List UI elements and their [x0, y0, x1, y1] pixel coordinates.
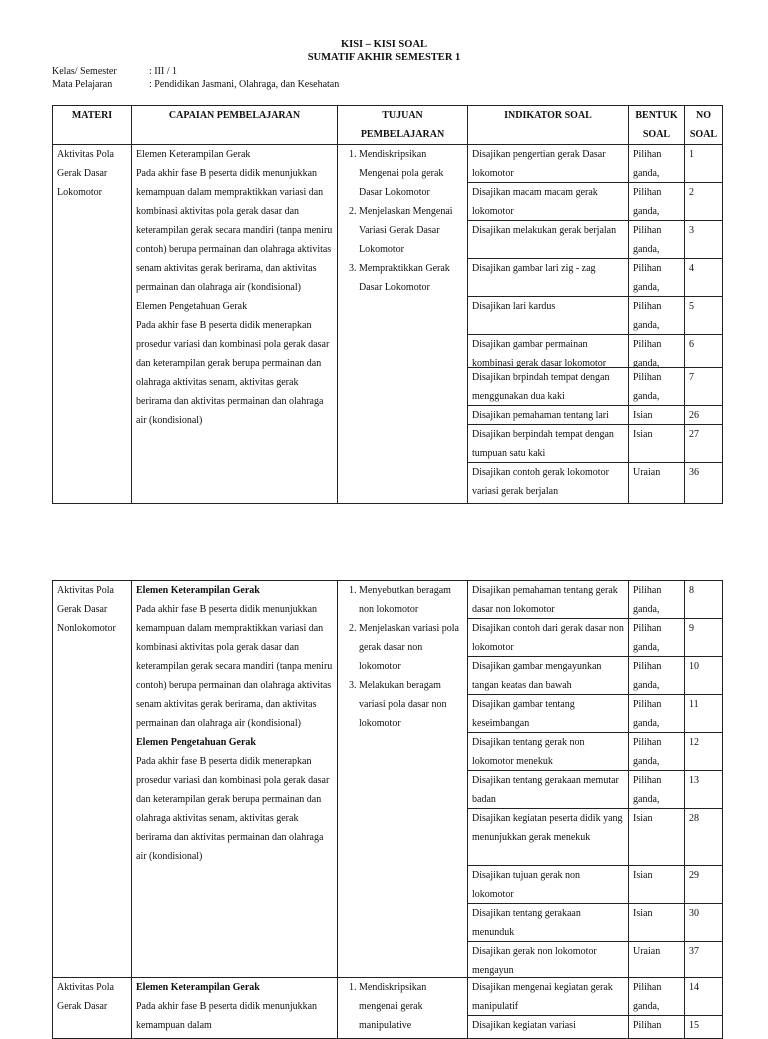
bentuk-cell — [629, 978, 685, 1039]
bentuk-item: Pilihan ganda, — [629, 145, 684, 183]
bentuk-item: Pilihan ganda, — [629, 335, 684, 368]
meta-kelas — [52, 65, 712, 78]
no-item: 8 — [685, 581, 722, 619]
meta-mapel-label: Mata Pelajaran — [52, 79, 113, 90]
indikator-item: Disajikan gambar tentang keseimbangan — [468, 695, 628, 733]
cp-element-1-text: Pada akhir fase B peserta didik menunjukkan kemampuan dalam mempraktikkan variasi dan kombinasi aktivitas pola gerak dasar dan keterampilan gerak secara mandiri (tanpa meniru contoh) berupa permainan dan olahraga aktivitas senam aktivitas gerak berirama, dan aktivitas permainan dan olahraga air (kondisional) — [136, 168, 333, 293]
meta-mapel-value: : Pendidikan Jasmani, Olahraga, dan Kesehatan — [149, 79, 340, 90]
bentuk-item: Pilihan ganda, — [629, 771, 684, 809]
document-subtitle: SUMATIF AKHIR SEMESTER 1 — [307, 52, 461, 63]
no-item: 10 — [685, 657, 722, 695]
bentuk-item: Isian — [629, 809, 684, 866]
no-cell — [685, 978, 723, 1039]
bentuk-item: Pilihan ganda, — [629, 297, 684, 335]
indikator-cell — [468, 581, 629, 978]
no-item: 4 — [685, 259, 722, 297]
no-item: 15 — [689, 1020, 699, 1031]
table-row — [53, 581, 723, 978]
cp-cell — [132, 145, 338, 504]
table-header-row — [53, 106, 723, 145]
bentuk-item: Pilihan — [633, 1020, 662, 1031]
no-item: 29 — [685, 866, 722, 904]
tp-cell — [338, 581, 468, 978]
meta-mapel — [52, 78, 712, 91]
no-item: 14 — [685, 978, 722, 1016]
no-item: 36 — [689, 467, 699, 478]
cp-element-1-text: Pada akhir fase B peserta didik menunjukkan kemampuan dalam mempraktikkan variasi dan kombinasi aktivitas pola gerak dasar dan keterampilan gerak secara mandiri (tanpa meniru contoh) berupa permainan dan olahraga aktivitas senam aktivitas gerak berirama, dan aktivitas permainan dan olahraga air (kondisional) — [136, 604, 333, 729]
materi-cell: Aktivitas Pola Gerak Dasar — [53, 978, 132, 1039]
tp-list — [342, 978, 463, 1035]
bentuk-item: Pilihan ganda, — [629, 221, 684, 259]
bentuk-cell — [629, 145, 685, 504]
no-item: 37 — [689, 946, 699, 957]
no-item: 1 — [685, 145, 722, 183]
no-item: 13 — [685, 771, 722, 809]
no-item: 28 — [685, 809, 722, 866]
kisi-table-lokomotor — [52, 105, 723, 504]
bentuk-item: Pilihan ganda, — [629, 368, 684, 406]
cp-element-2-text: Pada akhir fase B peserta didik menerapkan prosedur variasi dan kombinasi pola gerak dasar dan keterampilan gerak berupa permainan dan olahraga aktivitas senam, aktivitas gerak berirama dan aktivitas permainan dan olahraga air (kondisional) — [136, 756, 330, 862]
indikator-item: Disajikan brpindah tempat dengan menggunakan dua kaki — [468, 368, 628, 406]
cp-cell — [132, 581, 338, 978]
document-header — [0, 38, 768, 64]
bentuk-item: Uraian — [633, 946, 661, 957]
no-item: 7 — [685, 368, 722, 406]
indikator-item: Disajikan contoh gerak lokomotor variasi gerak berjalan — [472, 467, 609, 497]
tp-item: 1. Mendiskripsikan mengenai gerak manipulative — [359, 978, 463, 1035]
bentuk-item: Pilihan ganda, — [629, 619, 684, 657]
header-materi: MATERI — [53, 106, 132, 145]
no-item: 27 — [685, 425, 722, 463]
tp-cell — [338, 145, 468, 504]
bentuk-cell — [629, 581, 685, 978]
tp-item: 1. Mendiskripsikan Mengenai pola gerak Dasar Lokomotor — [359, 145, 463, 202]
indikator-item: Disajikan gerak non lokomotor mengayun — [472, 946, 597, 976]
bentuk-item: Isian — [629, 904, 684, 942]
indikator-item: Disajikan macam macam gerak lokomotor — [468, 183, 628, 221]
no-item: 6 — [685, 335, 722, 368]
indikator-item: Disajikan tentang gerakaan memutar badan — [468, 771, 628, 809]
indikator-item: Disajikan pengertian gerak Dasar lokomotor — [468, 145, 628, 183]
tp-cell — [338, 978, 468, 1039]
cp-element-1-title: Elemen Keterampilan Gerak — [136, 982, 260, 993]
no-item: 11 — [685, 695, 722, 733]
no-cell — [685, 581, 723, 978]
indikator-item: Disajikan contoh dari gerak dasar non lokomotor — [468, 619, 628, 657]
header-bentuk: BENTUK SOAL — [629, 106, 685, 145]
no-item: 9 — [685, 619, 722, 657]
indikator-item: Disajikan kegiatan peserta didik yang menunjukkan gerak menekuk — [468, 809, 628, 866]
indikator-item: Disajikan lari kardus — [468, 297, 628, 335]
header-tp: TUJUAN PEMBELAJARAN — [338, 106, 468, 145]
tp-list — [342, 145, 463, 297]
bentuk-item: Pilihan ganda, — [629, 695, 684, 733]
bentuk-item: Pilihan ganda, — [629, 259, 684, 297]
meta-kelas-label: Kelas/ Semester — [52, 66, 117, 77]
indikator-item: Disajikan kegiatan variasi — [472, 1020, 576, 1031]
tp-item: 1. Menyebutkan beragam non lokomotor — [359, 581, 463, 619]
indikator-item: Disajikan gambar permainan kombinasi gerak dasar lokomotor — [468, 335, 628, 368]
bentuk-item: Pilihan ganda, — [629, 978, 684, 1016]
bentuk-item: Uraian — [633, 467, 661, 478]
indikator-item: Disajikan tentang gerak non lokomotor menekuk — [468, 733, 628, 771]
cp-element-1-title: Elemen Keterampilan Gerak — [136, 585, 260, 596]
indikator-item: Disajikan gambar mengayunkan tangan keatas dan bawah — [468, 657, 628, 695]
indikator-cell — [468, 145, 629, 504]
bentuk-item: Pilihan ganda, — [629, 657, 684, 695]
cp-element-2-title: Elemen Pengetahuan Gerak — [136, 737, 256, 748]
tp-item: 3. Mempraktikkan Gerak Dasar Lokomotor — [359, 259, 463, 297]
bentuk-item: Isian — [629, 866, 684, 904]
kisi-table-nonlokomotor — [52, 580, 723, 1039]
document-title: KISI – KISI SOAL — [340, 39, 428, 50]
tp-item: 2. Menjelaskan Mengenai Variasi Gerak Dasar Lokomotor — [359, 202, 463, 259]
header-no: NO SOAL — [685, 106, 723, 145]
no-item: 12 — [685, 733, 722, 771]
bentuk-item: Pilihan ganda, — [629, 183, 684, 221]
indikator-item: Disajikan gambar lari zig - zag — [468, 259, 628, 297]
materi-cell: Aktivitas Pola Gerak Dasar Lokomotor — [53, 145, 132, 504]
bentuk-item: Pilihan ganda, — [629, 733, 684, 771]
no-cell — [685, 145, 723, 504]
tp-item: 3. Melakukan beragam variasi pola dasar non lokomotor — [359, 676, 463, 733]
indikator-item: Disajikan pemahaman tentang gerak dasar non lokomotor — [468, 581, 628, 619]
indikator-item: Disajikan mengenai kegiatan gerak manipulatif — [468, 978, 628, 1016]
indikator-item: Disajikan tujuan gerak non lokomotor — [468, 866, 628, 904]
cp-cell — [132, 978, 338, 1039]
meta-kelas-value: : III / 1 — [149, 66, 178, 77]
bentuk-item: Isian — [629, 425, 684, 463]
cp-element-2-title: Elemen Pengetahuan Gerak — [136, 301, 248, 312]
table-row — [53, 145, 723, 504]
no-item: 26 — [685, 406, 722, 425]
no-item: 5 — [685, 297, 722, 335]
cp-element-1-title: Elemen Keterampilan Gerak — [136, 149, 251, 160]
bentuk-item: Isian — [629, 406, 684, 425]
indikator-item: Disajikan pemahaman tentang lari — [468, 406, 628, 425]
no-item: 2 — [685, 183, 722, 221]
cp-element-2-text: Pada akhir fase B peserta didik menerapkan prosedur variasi dan kombinasi pola gerak dasar dan keterampilan gerak berupa permainan dan olahraga aktivitas senam, aktivitas gerak berirama dan aktivitas permainan dan olahraga air (kondisional) — [136, 320, 330, 426]
tp-list — [342, 581, 463, 733]
no-item: 3 — [685, 221, 722, 259]
tp-item: 2. Menjelaskan variasi pola gerak dasar non lokomotor — [359, 619, 463, 676]
table-row — [53, 978, 723, 1039]
document-meta — [52, 65, 712, 91]
header-cp: CAPAIAN PEMBELAJARAN — [132, 106, 338, 145]
indikator-item: Disajikan berpindah tempat dengan tumpuan satu kaki — [468, 425, 628, 463]
indikator-cell — [468, 978, 629, 1039]
materi-cell: Aktivitas Pola Gerak Dasar Nonlokomotor — [53, 581, 132, 978]
indikator-item: Disajikan melakukan gerak berjalan — [468, 221, 628, 259]
no-item: 30 — [685, 904, 722, 942]
indikator-item: Disajikan tentang gerakaan menunduk — [468, 904, 628, 942]
bentuk-item: Pilihan ganda, — [629, 581, 684, 619]
header-indikator: INDIKATOR SOAL — [468, 106, 629, 145]
cp-element-1-text: Pada akhir fase B peserta didik menunjukkan kemampuan dalam — [136, 1001, 318, 1031]
